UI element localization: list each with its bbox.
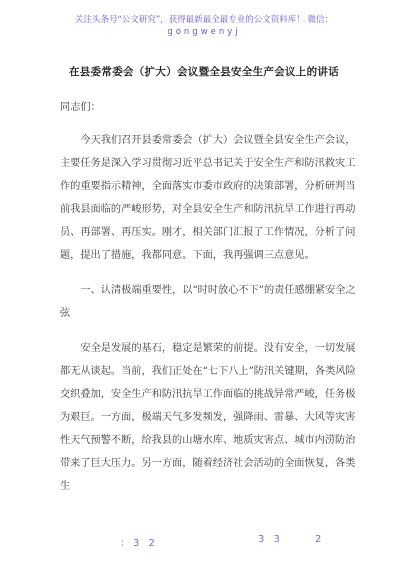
promo-header-line2: gongwenyj xyxy=(167,27,241,37)
document-body xyxy=(60,96,356,498)
promo-header xyxy=(0,14,408,38)
document-title: 在县委常委会（扩大）会议暨全县安全生产会议上的讲话 xyxy=(69,66,339,78)
paragraph-intro: 今天我们召开县委常委会（扩大）会议暨全县安全生产会议，主要任务是深入学习贯彻习近平总书记关于安全生产和防汛救灾工作的重要指示精神，全面落实市委市政府的决策部署，分析研判当前我县面临的严峻形势，对全县安全生产和防汛抗旱工作进行再动员、再部署、再压实。刚才，相关部门汇报了工作情况，分析了问题，提出了措施，我都同意。下面，我再强调三点意见。 xyxy=(60,135,356,261)
footer-middle: 3 3 xyxy=(258,534,283,545)
section-heading-1: 一、认清极端重要性，以“时时放心不下”的责任感绷紧安全之弦 xyxy=(60,285,356,319)
footer-right: 2 xyxy=(315,534,325,545)
footer-left: ：3 2 xyxy=(120,538,158,549)
promo-header-line1: 关注头条号“公文研究”，获得最新最全最专业的公文资料库！ 微信： xyxy=(74,15,333,25)
page-footer xyxy=(0,534,408,554)
paragraph-section-1: 安全是发展的基石，稳定是繁荣的前提。没有安全，一切发展都无从谈起。当前，我们正处在“七下八上”防汛关键期，各类风险交织叠加，安全生产和防汛抗旱工作面临的挑战异常严峻，任务极为艰巨。一方面，极端天气多发频发，强降雨、雷暴、大风等灾害性天气预警不断，给我县的山塘水库、地质灾害点、城市内涝防治带来了巨大压力。另一方面，随着经济社会活动的全面恢复，各类生 xyxy=(60,343,356,492)
salutation: 同志们： xyxy=(60,102,101,113)
